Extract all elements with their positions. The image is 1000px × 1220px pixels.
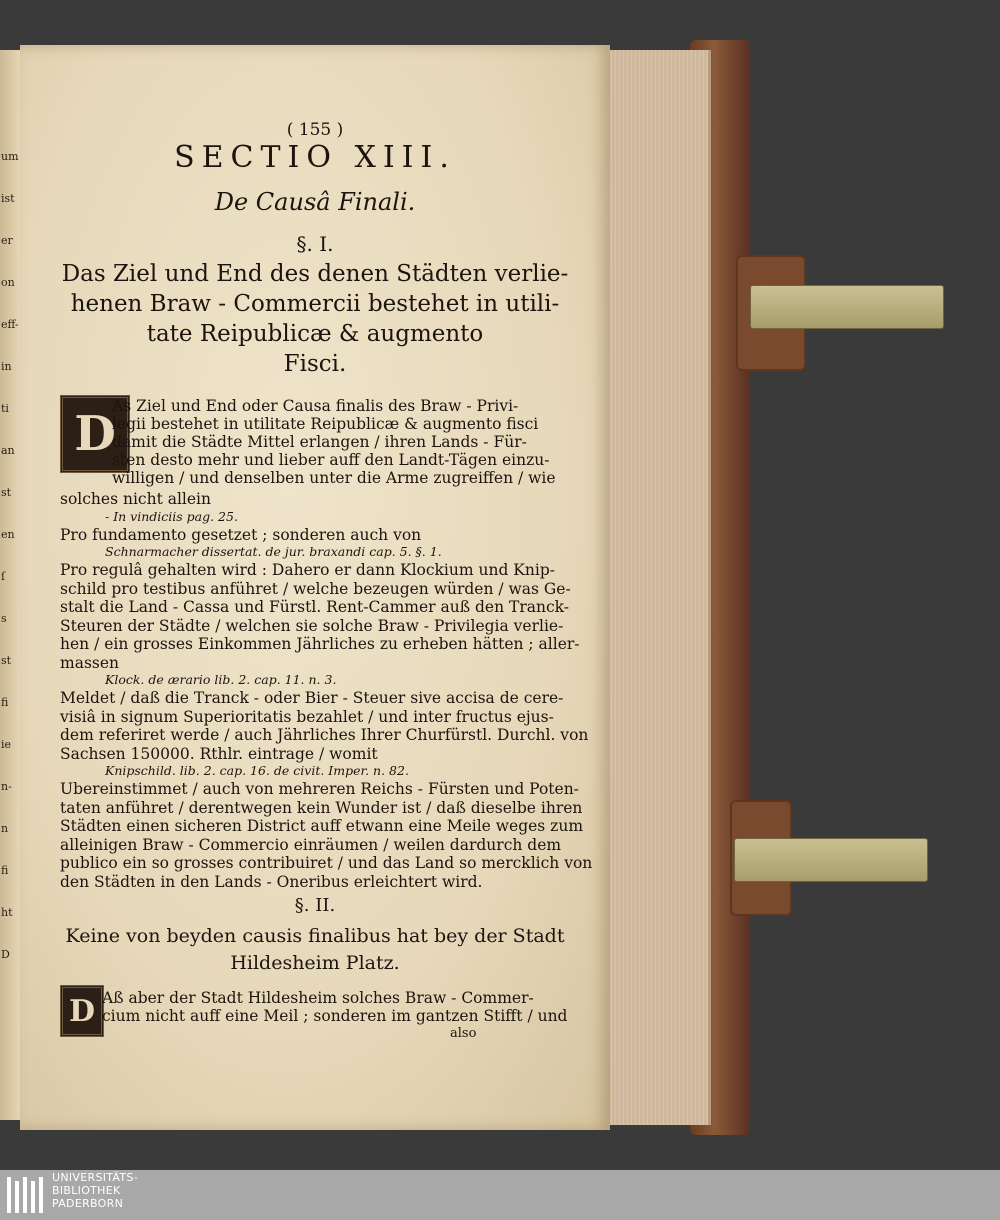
margin-fragment: eff- xyxy=(1,318,19,331)
paragraph-number: §. I. xyxy=(296,232,334,256)
section-subtitle: De Causâ Finali. xyxy=(214,188,416,216)
heading-line: Fisci. xyxy=(283,351,347,377)
margin-fragment: fi xyxy=(1,696,9,709)
text-line: Steuren der Städte / welchen sie solche Braw - Privilegia verlie- xyxy=(60,616,564,635)
text-line: hen / ein grosses Einkommen Jährliches zu erheben hätten ; aller- xyxy=(60,635,580,653)
text-line: As Ziel und End oder Causa finalis des Braw - Privi- xyxy=(112,397,519,415)
margin-fragment: an xyxy=(1,444,15,457)
margin-fragment: ist xyxy=(1,192,15,205)
margin-fragment: ſ xyxy=(1,570,6,583)
text-line: cium nicht auff eine Meil ; sonderen im gantzen Stifft / und xyxy=(102,1007,568,1025)
citation-line: Knipschild. lib. 2. cap. 16. de civit. Imper. n. 82. xyxy=(105,763,409,778)
text-line: visiâ in signum Superioritatis bezahlet / und inter fructus ejus- xyxy=(60,707,554,726)
book-page xyxy=(20,45,610,1130)
text-line: Meldet / daß die Tranck - oder Bier - Steuer sive accisa de cere- xyxy=(60,689,564,707)
text-line: willigen / und denselben unter die Arme zugreiffen / wie xyxy=(112,469,556,487)
margin-fragment: um xyxy=(1,150,19,163)
heading-line: Keine von beyden causis finalibus hat bey der Stadt xyxy=(65,925,565,947)
text-line: alleinigen Braw - Commercio einräumen / weilen dardurch dem xyxy=(60,835,562,854)
paragraph-number: §. II. xyxy=(294,895,336,916)
heading-line: Das Ziel und End des denen Städten verlie- xyxy=(61,261,569,287)
library-logo-icon xyxy=(5,1173,45,1217)
margin-fragment: in xyxy=(1,360,12,373)
text-line: stalt die Land - Cassa und Fürstl. Rent-Cammer auß den Tranck- xyxy=(60,598,569,616)
library-name-line: UNIVERSITÄTS- xyxy=(52,1171,138,1184)
page-edges xyxy=(598,50,711,1125)
text-line: schild pro testibus anführet / welche bezeugen würden / was Ge- xyxy=(60,579,571,598)
margin-fragment: en xyxy=(1,528,15,541)
library-name-line: PADERBORN xyxy=(52,1197,124,1210)
text-line: Ubereinstimmet / auch von mehreren Reichs - Fürsten und Poten- xyxy=(60,780,579,798)
text-line: Pro regulâ gehalten wird : Dahero er dann Klockium und Knip- xyxy=(60,561,555,579)
library-name xyxy=(52,1171,138,1210)
heading-line: henen Braw - Commercii bestehet in utili- xyxy=(70,291,560,317)
margin-fragment: ie xyxy=(1,738,12,751)
margin-fragment: s xyxy=(1,612,7,625)
margin-fragment: D xyxy=(1,948,10,961)
text-line: dem referiret werde / auch Jährliches Ihrer Churfürstl. Durchl. von xyxy=(60,726,589,744)
text-line: den Städten in den Lands - Oneribus erleichtert wird. xyxy=(60,872,483,891)
text-line: sten desto mehr und lieber auff den Landt-Tägen einzu- xyxy=(112,451,550,469)
drop-cap-initial: D xyxy=(60,985,104,1037)
left-margin-fragments xyxy=(0,50,20,1120)
text-line: Städten einen sicheren District auff etwann eine Meile weges zum xyxy=(60,817,584,835)
text-line: Pro fundamento gesetzet ; sonderen auch von xyxy=(60,525,422,544)
margin-fragment: on xyxy=(1,276,15,289)
text-line: massen xyxy=(60,653,120,672)
left-page-edge xyxy=(0,50,20,1120)
text-line: publico ein so grosses contribuiret / und das Land so mercklich von xyxy=(60,854,593,872)
heading-line: tate Reipublicæ & augmento xyxy=(146,321,484,347)
citation-line: Klock. de ærario lib. 2. cap. 11. n. 3. xyxy=(105,672,337,687)
margin-fragment: st xyxy=(1,654,12,667)
citation-line: - In vindiciis pag. 25. xyxy=(105,508,238,524)
margin-fragment: n- xyxy=(1,780,12,793)
margin-fragment: n xyxy=(1,822,9,835)
heading-line: Hildesheim Platz. xyxy=(230,952,400,974)
text-line: Aß aber der Stadt Hildesheim solches Braw - Commer- xyxy=(102,989,534,1007)
citation-line: Schnarmacher dissertat. de jur. braxandi cap. 5. §. 1. xyxy=(105,544,442,559)
catchword: also xyxy=(450,1026,477,1041)
text-line: solches nicht allein xyxy=(60,490,211,508)
drop-cap-initial: D xyxy=(60,395,130,473)
margin-fragment: fi xyxy=(1,864,9,877)
text-line: taten anführet / derentwegen kein Wunder ist / daß dieselbe ihren xyxy=(60,798,583,817)
margin-fragment: ht xyxy=(1,906,13,919)
text-line: damit die Städte Mittel erlangen / ihren Lands - Für- xyxy=(112,433,527,451)
library-name-line: BIBLIOTHEK xyxy=(52,1184,121,1197)
margin-fragment: st xyxy=(1,486,12,499)
library-footer-bar xyxy=(0,1170,1000,1220)
page-number: ( 155 ) xyxy=(286,120,344,140)
text-line: Sachsen 150000. Rthlr. eintrage / womit xyxy=(60,744,378,763)
text-line: legii bestehet in utilitate Reipublicæ & augmento fisci xyxy=(112,415,539,433)
margin-fragment: er xyxy=(1,234,13,247)
section-title: SECTIO XIII. xyxy=(174,140,456,175)
margin-fragment: ti xyxy=(1,402,9,415)
